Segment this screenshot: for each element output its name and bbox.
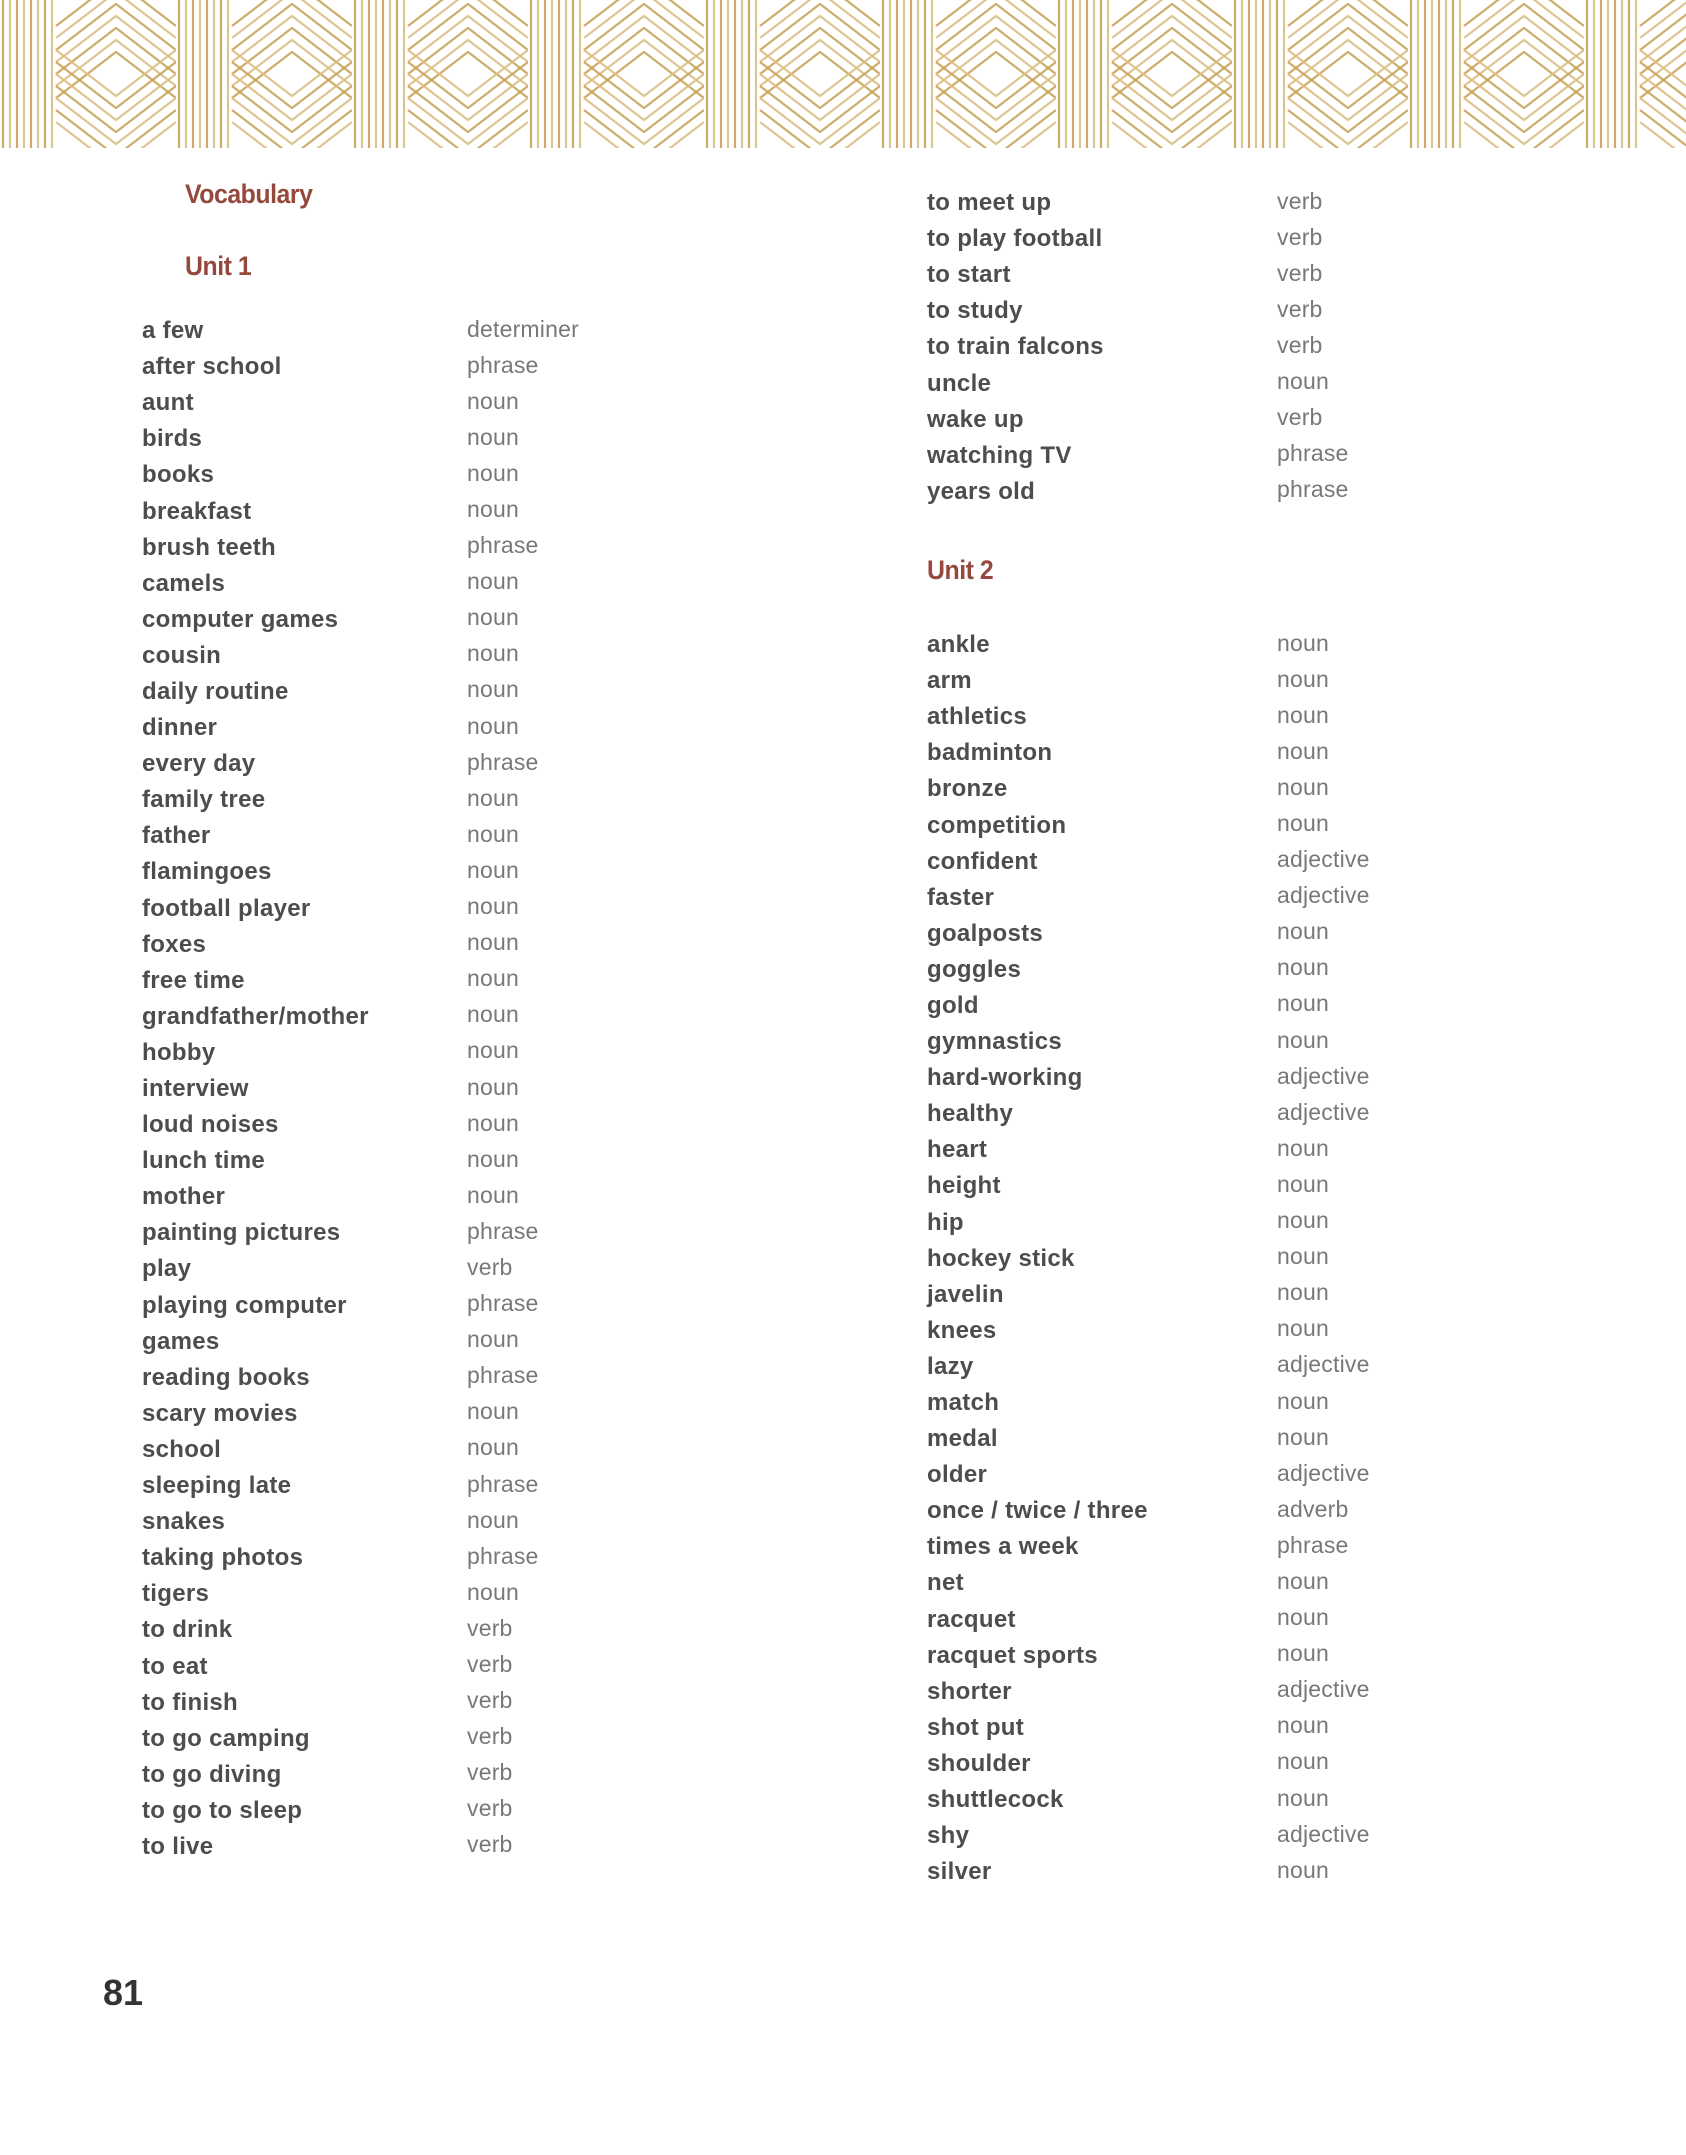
vocab-pos: phrase xyxy=(467,351,539,378)
vocab-word: loud noises xyxy=(142,1111,279,1139)
vocab-word: free time xyxy=(142,966,245,994)
vocab-word: to study xyxy=(927,297,1023,325)
vocab-word: hip xyxy=(927,1208,964,1236)
vocab-pos: adjective xyxy=(1277,1062,1370,1089)
vocab-word: aunt xyxy=(142,389,194,417)
vocab-word: breakfast xyxy=(142,497,252,525)
vocab-row xyxy=(142,1035,762,1071)
vocab-word: birds xyxy=(142,425,203,453)
vocab-pos: adjective xyxy=(1277,1820,1370,1847)
vocab-pos: noun xyxy=(1277,665,1329,692)
vocab-row xyxy=(927,1493,1547,1529)
vocab-pos: determiner xyxy=(467,315,579,342)
vocab-row xyxy=(927,1854,1547,1890)
vocab-word: brush teeth xyxy=(142,533,276,561)
vocab-pos: noun xyxy=(467,1073,519,1100)
vocab-pos: noun xyxy=(1277,1640,1329,1667)
vocab-word: to go to sleep xyxy=(142,1796,303,1824)
vocab-word: flamingoes xyxy=(142,858,272,886)
vocab-word: silver xyxy=(927,1858,992,1886)
vocab-row xyxy=(927,807,1547,843)
vocab-word: older xyxy=(927,1461,988,1489)
vocab-pos: noun xyxy=(467,965,519,992)
vocab-pos: noun xyxy=(467,893,519,920)
vocab-word: to start xyxy=(927,261,1011,289)
vocab-pos: verb xyxy=(1277,259,1323,286)
vocab-pos: noun xyxy=(467,640,519,667)
vocab-pos: verb xyxy=(467,1687,513,1714)
vocab-word: confident xyxy=(927,847,1038,875)
vocab-pos: noun xyxy=(1277,1748,1329,1775)
vocab-word: shuttlecock xyxy=(927,1786,1064,1814)
vocab-word: computer games xyxy=(142,605,339,633)
vocab-word: books xyxy=(142,461,215,489)
vocab-pos: noun xyxy=(467,496,519,523)
vocab-pos: noun xyxy=(467,1578,519,1605)
vocab-pos: noun xyxy=(467,1326,519,1353)
vocab-row xyxy=(142,349,762,385)
vocab-pos: phrase xyxy=(467,1290,539,1317)
vocab-word: to meet up xyxy=(927,189,1052,217)
vocab-row xyxy=(142,927,762,963)
vocab-word: sleeping late xyxy=(142,1472,292,1500)
vocab-row xyxy=(142,1468,762,1504)
vocab-word: lunch time xyxy=(142,1147,266,1175)
vocab-pos: phrase xyxy=(467,748,539,775)
vocab-row xyxy=(927,221,1547,257)
vocab-pos: noun xyxy=(1277,1170,1329,1197)
vocab-row xyxy=(142,1324,762,1360)
vocab-row xyxy=(142,421,762,457)
vocab-pos: noun xyxy=(467,676,519,703)
vocab-word: mother xyxy=(142,1183,226,1211)
vocab-pos: noun xyxy=(467,784,519,811)
vocab-row xyxy=(142,457,762,493)
vocab-pos: noun xyxy=(1277,810,1329,837)
vocab-row xyxy=(927,1457,1547,1493)
vocab-row xyxy=(142,1685,762,1721)
vocab-row xyxy=(927,1710,1547,1746)
vocab-pos: adjective xyxy=(1277,846,1370,873)
vocab-word: interview xyxy=(142,1075,249,1103)
vocab-pos: verb xyxy=(1277,331,1323,358)
vocab-row xyxy=(142,1179,762,1215)
vocab-pos: verb xyxy=(467,1253,513,1280)
vocab-pos: phrase xyxy=(467,1217,539,1244)
vocab-row xyxy=(142,602,762,638)
vocab-word: taking photos xyxy=(142,1544,304,1572)
vocab-row xyxy=(927,1060,1547,1096)
vocab-pos: verb xyxy=(467,1651,513,1678)
vocab-word: wake up xyxy=(927,405,1024,433)
vocab-row xyxy=(927,185,1547,221)
vocab-row xyxy=(927,699,1547,735)
vocab-word: badminton xyxy=(927,739,1053,767)
vocab-row xyxy=(927,1024,1547,1060)
vocab-row xyxy=(927,1565,1547,1601)
vocab-pos: noun xyxy=(1277,1279,1329,1306)
vocab-word: family tree xyxy=(142,786,266,814)
vocab-word: goalposts xyxy=(927,919,1044,947)
vocab-pos: verb xyxy=(467,1831,513,1858)
vocab-word: racquet xyxy=(927,1605,1016,1633)
vocab-row xyxy=(927,1746,1547,1782)
vocab-word: racquet sports xyxy=(927,1641,1098,1669)
vocab-pos: adjective xyxy=(1277,882,1370,909)
unit-2-heading: Unit 2 xyxy=(927,555,994,585)
vocab-pos: phrase xyxy=(467,1542,539,1569)
vocab-word: arm xyxy=(927,667,972,695)
vocab-row xyxy=(142,1251,762,1287)
vocab-pos: noun xyxy=(1277,1387,1329,1414)
vocab-word: competition xyxy=(927,811,1067,839)
vocab-row xyxy=(927,293,1547,329)
vocab-word: times a week xyxy=(927,1533,1079,1561)
vocab-word: games xyxy=(142,1327,220,1355)
vocab-row xyxy=(142,1793,762,1829)
vocab-row xyxy=(927,1818,1547,1854)
vocab-word: grandfather/mother xyxy=(142,1002,369,1030)
vocab-pos: noun xyxy=(1277,737,1329,764)
vocab-word: shy xyxy=(927,1822,970,1850)
vocab-row xyxy=(927,627,1547,663)
vocab-word: lazy xyxy=(927,1352,974,1380)
vocab-row xyxy=(142,493,762,529)
vocab-word: to go camping xyxy=(142,1724,310,1752)
vocab-word: ankle xyxy=(927,631,990,659)
vocab-word: to drink xyxy=(142,1616,233,1644)
vocab-word: shorter xyxy=(927,1677,1012,1705)
vocab-row xyxy=(927,1385,1547,1421)
vocab-pos: adjective xyxy=(1277,1351,1370,1378)
vocab-row xyxy=(927,1168,1547,1204)
vocab-word: years old xyxy=(927,477,1036,505)
vocab-word: every day xyxy=(142,750,256,778)
vocab-word: healthy xyxy=(927,1100,1014,1128)
vocab-pos: noun xyxy=(1277,773,1329,800)
vocab-word: gold xyxy=(927,991,979,1019)
vocab-row xyxy=(142,854,762,890)
vocab-row xyxy=(142,1432,762,1468)
vocab-row xyxy=(927,1421,1547,1457)
page-number: 81 xyxy=(103,1972,144,2013)
vocab-row xyxy=(142,1648,762,1684)
vocab-word: height xyxy=(927,1172,1001,1200)
vocab-row xyxy=(927,1529,1547,1565)
vocab-row xyxy=(927,1349,1547,1385)
vocab-pos: noun xyxy=(1277,990,1329,1017)
vocab-word: to go diving xyxy=(142,1760,282,1788)
vocab-pos: noun xyxy=(467,387,519,414)
vocab-row xyxy=(927,988,1547,1024)
geometric-gold-chevron-pattern-icon xyxy=(0,0,1686,148)
vocab-row xyxy=(142,1288,762,1324)
vocab-pos: noun xyxy=(1277,1243,1329,1270)
vocab-row xyxy=(142,818,762,854)
vocab-row xyxy=(142,313,762,349)
vocab-pos: noun xyxy=(467,1001,519,1028)
vocab-pos: verb xyxy=(467,1723,513,1750)
vocab-pos: noun xyxy=(1277,1134,1329,1161)
vocab-pos: phrase xyxy=(1277,440,1349,467)
vocab-pos: noun xyxy=(467,929,519,956)
vocab-pos: noun xyxy=(467,712,519,739)
vocab-row xyxy=(927,329,1547,365)
vocab-row xyxy=(927,257,1547,293)
vocab-row xyxy=(142,710,762,746)
vocab-row xyxy=(142,782,762,818)
vocab-pos: adjective xyxy=(1277,1098,1370,1125)
vocab-pos: noun xyxy=(1277,1856,1329,1883)
vocab-row xyxy=(927,1241,1547,1277)
vocab-row xyxy=(142,1215,762,1251)
vocab-pos: phrase xyxy=(1277,476,1349,503)
vocab-row xyxy=(927,663,1547,699)
vocab-word: heart xyxy=(927,1136,988,1164)
vocab-pos: noun xyxy=(467,1506,519,1533)
vocab-pos: noun xyxy=(467,568,519,595)
page-title: Vocabulary xyxy=(185,179,313,209)
vocab-pos: verb xyxy=(467,1759,513,1786)
vocab-pos: noun xyxy=(467,423,519,450)
vocab-pos: adjective xyxy=(1277,1676,1370,1703)
vocab-word: to finish xyxy=(142,1688,239,1716)
vocab-pos: noun xyxy=(1277,1712,1329,1739)
vocab-row xyxy=(142,1576,762,1612)
vocab-word: shoulder xyxy=(927,1749,1031,1777)
vocab-row xyxy=(142,530,762,566)
vocab-word: scary movies xyxy=(142,1399,298,1427)
vocab-row xyxy=(142,566,762,602)
vocab-pos: phrase xyxy=(1277,1531,1349,1558)
vocab-row xyxy=(927,1205,1547,1241)
vocab-word: painting pictures xyxy=(142,1219,341,1247)
vocab-row xyxy=(142,999,762,1035)
vocab-row xyxy=(142,638,762,674)
unit1-right-column-list xyxy=(927,185,1547,510)
vocab-word: cousin xyxy=(142,641,222,669)
vocab-row xyxy=(142,1504,762,1540)
vocab-word: football player xyxy=(142,894,311,922)
vocab-row xyxy=(142,1540,762,1576)
vocab-pos: adverb xyxy=(1277,1495,1349,1522)
vocab-pos: verb xyxy=(1277,223,1323,250)
vocab-pos: phrase xyxy=(467,532,539,559)
vocab-row xyxy=(142,1071,762,1107)
vocab-row xyxy=(142,1396,762,1432)
unit-1-heading: Unit 1 xyxy=(185,251,252,281)
vocab-row xyxy=(927,1782,1547,1818)
vocab-row xyxy=(927,1277,1547,1313)
vocab-row xyxy=(927,735,1547,771)
vocab-row xyxy=(927,1602,1547,1638)
vocab-pos: verb xyxy=(467,1614,513,1641)
vocab-word: to live xyxy=(142,1832,214,1860)
vocab-row xyxy=(927,474,1547,510)
vocab-word: playing computer xyxy=(142,1291,347,1319)
vocab-pos: noun xyxy=(1277,954,1329,981)
vocab-row xyxy=(142,963,762,999)
vocab-word: snakes xyxy=(142,1508,226,1536)
vocab-pos: noun xyxy=(1277,1784,1329,1811)
vocab-row xyxy=(927,438,1547,474)
vocab-pos: noun xyxy=(467,1037,519,1064)
vocab-row xyxy=(142,1107,762,1143)
header-pattern-band xyxy=(0,0,1686,148)
vocab-pos: noun xyxy=(467,604,519,631)
vocab-pos: adjective xyxy=(1277,1459,1370,1486)
vocab-row xyxy=(142,1612,762,1648)
vocab-word: javelin xyxy=(927,1280,1004,1308)
vocab-row xyxy=(142,674,762,710)
unit1-left-column-list xyxy=(142,313,762,1865)
vocab-row xyxy=(927,1096,1547,1132)
vocab-pos: noun xyxy=(467,1145,519,1172)
vocab-word: reading books xyxy=(142,1363,310,1391)
vocab-pos: noun xyxy=(1277,629,1329,656)
vocab-pos: phrase xyxy=(467,1470,539,1497)
vocab-pos: verb xyxy=(467,1795,513,1822)
vocab-pos: noun xyxy=(1277,1604,1329,1631)
vocab-row xyxy=(142,1757,762,1793)
vocab-pos: noun xyxy=(467,820,519,847)
vocab-word: once / twice / three xyxy=(927,1497,1148,1525)
vocab-word: hobby xyxy=(142,1038,216,1066)
vocab-word: net xyxy=(927,1569,964,1597)
vocab-word: play xyxy=(142,1255,192,1283)
vocab-pos: noun xyxy=(1277,1423,1329,1450)
vocab-word: bronze xyxy=(927,775,1008,803)
vocab-row xyxy=(927,880,1547,916)
vocab-word: father xyxy=(142,822,211,850)
vocab-pos: phrase xyxy=(467,1362,539,1389)
vocab-pos: noun xyxy=(467,1181,519,1208)
vocab-word: uncle xyxy=(927,369,992,397)
vocab-word: goggles xyxy=(927,955,1022,983)
vocab-row xyxy=(927,1132,1547,1168)
vocab-word: to eat xyxy=(142,1652,208,1680)
vocab-word: dinner xyxy=(142,714,218,742)
vocab-pos: noun xyxy=(1277,1315,1329,1342)
vocab-word: knees xyxy=(927,1316,997,1344)
vocab-word: medal xyxy=(927,1425,998,1453)
vocab-word: school xyxy=(142,1435,222,1463)
vocab-word: foxes xyxy=(142,930,207,958)
unit2-list xyxy=(927,627,1547,1890)
vocab-word: match xyxy=(927,1389,1000,1417)
vocab-word: tigers xyxy=(142,1580,210,1608)
vocab-word: faster xyxy=(927,883,995,911)
vocab-row xyxy=(142,1829,762,1865)
vocab-row xyxy=(142,891,762,927)
vocab-word: shot put xyxy=(927,1713,1025,1741)
vocab-pos: noun xyxy=(467,1434,519,1461)
vocab-word: camels xyxy=(142,569,226,597)
vocab-row xyxy=(142,1143,762,1179)
vocab-pos: noun xyxy=(1277,368,1329,395)
vocab-word: hard-working xyxy=(927,1064,1083,1092)
vocab-pos: verb xyxy=(1277,404,1323,431)
vocab-pos: verb xyxy=(1277,295,1323,322)
vocab-word: a few xyxy=(142,317,204,345)
vocab-pos: noun xyxy=(1277,701,1329,728)
vocab-pos: noun xyxy=(1277,1567,1329,1594)
vocab-row xyxy=(927,771,1547,807)
vocab-pos: noun xyxy=(1277,918,1329,945)
vocab-row xyxy=(927,916,1547,952)
vocab-pos: noun xyxy=(467,1398,519,1425)
vocab-row xyxy=(927,402,1547,438)
vocab-pos: noun xyxy=(467,856,519,883)
vocab-row xyxy=(142,1360,762,1396)
vocab-pos: noun xyxy=(467,1109,519,1136)
vocab-row xyxy=(927,952,1547,988)
vocab-pos: noun xyxy=(467,459,519,486)
vocab-word: athletics xyxy=(927,703,1028,731)
vocab-word: gymnastics xyxy=(927,1028,1063,1056)
vocab-word: to play football xyxy=(927,225,1103,253)
vocab-row xyxy=(927,844,1547,880)
vocab-row xyxy=(927,365,1547,401)
vocab-word: after school xyxy=(142,353,282,381)
vocab-word: daily routine xyxy=(142,677,289,705)
vocab-row xyxy=(142,385,762,421)
vocab-row xyxy=(927,1674,1547,1710)
vocab-word: hockey stick xyxy=(927,1244,1075,1272)
vocab-pos: verb xyxy=(1277,187,1323,214)
vocab-row xyxy=(927,1638,1547,1674)
vocab-pos: noun xyxy=(1277,1207,1329,1234)
vocab-word: watching TV xyxy=(927,441,1072,469)
vocab-pos: noun xyxy=(1277,1026,1329,1053)
vocab-row xyxy=(142,746,762,782)
vocab-row xyxy=(142,1721,762,1757)
vocab-word: to train falcons xyxy=(927,333,1104,361)
vocab-row xyxy=(927,1313,1547,1349)
